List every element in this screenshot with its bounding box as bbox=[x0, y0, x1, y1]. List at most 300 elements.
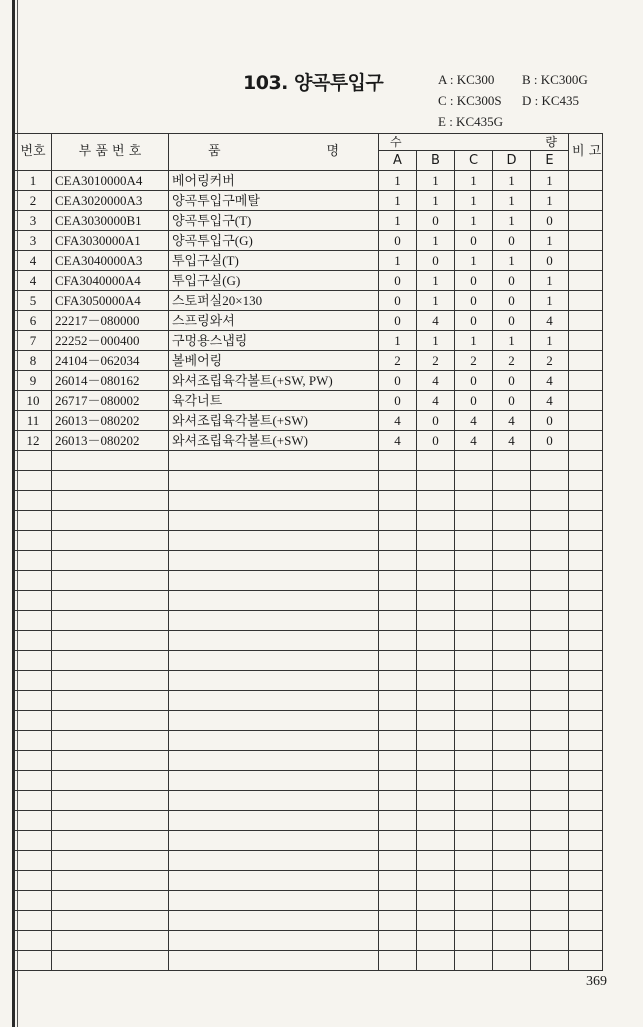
cell-qty-b: 1 bbox=[417, 331, 455, 351]
cell-part-no bbox=[52, 911, 169, 931]
cell-name: 스토퍼실20×130 bbox=[169, 291, 379, 311]
blank-row bbox=[15, 611, 603, 631]
cell-no bbox=[15, 471, 52, 491]
cell-remarks bbox=[569, 491, 603, 511]
cell-name: 와셔조립육각볼트(+SW, PW) bbox=[169, 371, 379, 391]
page-title: 103. 양곡투입구 bbox=[243, 72, 384, 94]
page-number: 369 bbox=[586, 974, 607, 989]
cell-no bbox=[15, 671, 52, 691]
blank-row bbox=[15, 631, 603, 651]
cell-remarks bbox=[569, 451, 603, 471]
cell-qty-b bbox=[417, 831, 455, 851]
cell-qty-c bbox=[455, 511, 493, 531]
cell-qty-a: 2 bbox=[379, 351, 417, 371]
header-remarks: 비 고 bbox=[569, 134, 603, 171]
cell-no bbox=[15, 591, 52, 611]
cell-no: 2 bbox=[15, 191, 52, 211]
cell-qty-b: 4 bbox=[417, 311, 455, 331]
cell-qty-c bbox=[455, 811, 493, 831]
cell-part-no bbox=[52, 451, 169, 471]
cell-qty-e: 2 bbox=[531, 351, 569, 371]
cell-part-no bbox=[52, 891, 169, 911]
cell-remarks bbox=[569, 911, 603, 931]
blank-row bbox=[15, 571, 603, 591]
cell-qty-b bbox=[417, 651, 455, 671]
cell-qty-d: 1 bbox=[493, 191, 531, 211]
cell-qty-b bbox=[417, 531, 455, 551]
cell-qty-c bbox=[455, 731, 493, 751]
cell-name bbox=[169, 491, 379, 511]
model-b: B : KC300G bbox=[522, 72, 588, 87]
cell-qty-e bbox=[531, 791, 569, 811]
cell-remarks bbox=[569, 711, 603, 731]
cell-remarks bbox=[569, 731, 603, 751]
cell-part-no bbox=[52, 811, 169, 831]
table-row bbox=[15, 311, 603, 331]
cell-qty-c bbox=[455, 631, 493, 651]
cell-name bbox=[169, 771, 379, 791]
cell-qty-e: 1 bbox=[531, 171, 569, 191]
blank-row bbox=[15, 651, 603, 671]
cell-qty-e bbox=[531, 531, 569, 551]
blank-row bbox=[15, 531, 603, 551]
cell-qty-e bbox=[531, 491, 569, 511]
cell-name bbox=[169, 651, 379, 671]
cell-qty-b bbox=[417, 811, 455, 831]
cell-qty-a: 0 bbox=[379, 291, 417, 311]
cell-qty-d bbox=[493, 551, 531, 571]
cell-qty-b bbox=[417, 551, 455, 571]
cell-part-no bbox=[52, 531, 169, 551]
cell-name bbox=[169, 611, 379, 631]
cell-qty-c bbox=[455, 651, 493, 671]
cell-part-no: 24104－062034 bbox=[52, 351, 169, 371]
cell-qty-a bbox=[379, 691, 417, 711]
cell-name: 양곡투입구(T) bbox=[169, 211, 379, 231]
cell-qty-a bbox=[379, 491, 417, 511]
cell-qty-b: 4 bbox=[417, 371, 455, 391]
parts-table bbox=[14, 133, 603, 971]
cell-no bbox=[15, 871, 52, 891]
blank-row bbox=[15, 951, 603, 971]
cell-name bbox=[169, 751, 379, 771]
cell-qty-c bbox=[455, 691, 493, 711]
cell-qty-d bbox=[493, 491, 531, 511]
cell-qty-e bbox=[531, 851, 569, 871]
cell-qty-b: 1 bbox=[417, 171, 455, 191]
cell-no: 8 bbox=[15, 351, 52, 371]
cell-qty-d bbox=[493, 451, 531, 471]
cell-remarks bbox=[569, 571, 603, 591]
cell-part-no: CEA3010000A4 bbox=[52, 171, 169, 191]
cell-no: 1 bbox=[15, 171, 52, 191]
cell-remarks bbox=[569, 411, 603, 431]
cell-qty-e: 4 bbox=[531, 371, 569, 391]
cell-qty-a bbox=[379, 551, 417, 571]
cell-qty-a bbox=[379, 891, 417, 911]
cell-qty-a: 4 bbox=[379, 411, 417, 431]
cell-qty-c bbox=[455, 831, 493, 851]
cell-qty-d: 1 bbox=[493, 211, 531, 231]
cell-no bbox=[15, 851, 52, 871]
cell-no bbox=[15, 611, 52, 631]
cell-name: 구멍용스냅링 bbox=[169, 331, 379, 351]
cell-qty-e bbox=[531, 951, 569, 971]
cell-qty-c bbox=[455, 951, 493, 971]
cell-remarks bbox=[569, 691, 603, 711]
cell-qty-d bbox=[493, 631, 531, 651]
cell-qty-e bbox=[531, 571, 569, 591]
model-c: C : KC300S bbox=[438, 93, 502, 108]
cell-qty-e: 0 bbox=[531, 211, 569, 231]
cell-qty-d bbox=[493, 651, 531, 671]
table-row bbox=[15, 391, 603, 411]
cell-qty-b: 2 bbox=[417, 351, 455, 371]
cell-remarks bbox=[569, 791, 603, 811]
cell-name: 스프링와셔 bbox=[169, 311, 379, 331]
cell-remarks bbox=[569, 471, 603, 491]
cell-no: 7 bbox=[15, 331, 52, 351]
cell-remarks bbox=[569, 431, 603, 451]
cell-qty-c: 4 bbox=[455, 411, 493, 431]
cell-no bbox=[15, 911, 52, 931]
cell-qty-d: 0 bbox=[493, 371, 531, 391]
cell-qty-c: 0 bbox=[455, 291, 493, 311]
cell-remarks bbox=[569, 391, 603, 411]
cell-name bbox=[169, 511, 379, 531]
cell-qty-a bbox=[379, 871, 417, 891]
cell-qty-d bbox=[493, 871, 531, 891]
cell-qty-e: 0 bbox=[531, 411, 569, 431]
cell-remarks bbox=[569, 371, 603, 391]
blank-row bbox=[15, 891, 603, 911]
cell-name bbox=[169, 951, 379, 971]
cell-qty-e bbox=[531, 911, 569, 931]
cell-no: 6 bbox=[15, 311, 52, 331]
cell-part-no bbox=[52, 491, 169, 511]
cell-part-no bbox=[52, 731, 169, 751]
cell-part-no bbox=[52, 851, 169, 871]
table-row bbox=[15, 251, 603, 271]
cell-qty-a bbox=[379, 931, 417, 951]
cell-qty-d bbox=[493, 791, 531, 811]
cell-remarks bbox=[569, 551, 603, 571]
cell-qty-b: 1 bbox=[417, 291, 455, 311]
blank-row bbox=[15, 451, 603, 471]
cell-remarks bbox=[569, 751, 603, 771]
cell-name bbox=[169, 811, 379, 831]
cell-qty-b bbox=[417, 451, 455, 471]
cell-qty-d bbox=[493, 671, 531, 691]
parts-body bbox=[15, 171, 603, 971]
header-qty-left: 수 bbox=[390, 134, 402, 149]
cell-qty-a: 1 bbox=[379, 171, 417, 191]
blank-row bbox=[15, 491, 603, 511]
cell-part-no: 26717－080002 bbox=[52, 391, 169, 411]
cell-qty-b: 1 bbox=[417, 191, 455, 211]
blank-row bbox=[15, 471, 603, 491]
cell-part-no bbox=[52, 551, 169, 571]
cell-qty-d: 1 bbox=[493, 171, 531, 191]
cell-qty-b bbox=[417, 711, 455, 731]
table-row bbox=[15, 271, 603, 291]
cell-remarks bbox=[569, 231, 603, 251]
cell-name: 볼베어링 bbox=[169, 351, 379, 371]
cell-no bbox=[15, 511, 52, 531]
cell-qty-e: 4 bbox=[531, 311, 569, 331]
cell-no: 3 bbox=[15, 231, 52, 251]
cell-name: 투입구실(G) bbox=[169, 271, 379, 291]
cell-qty-a bbox=[379, 591, 417, 611]
cell-qty-a: 0 bbox=[379, 311, 417, 331]
cell-part-no bbox=[52, 791, 169, 811]
cell-qty-a bbox=[379, 811, 417, 831]
cell-qty-b bbox=[417, 591, 455, 611]
cell-qty-c: 0 bbox=[455, 371, 493, 391]
cell-qty-e bbox=[531, 471, 569, 491]
cell-part-no bbox=[52, 691, 169, 711]
cell-name bbox=[169, 931, 379, 951]
cell-remarks bbox=[569, 331, 603, 351]
cell-qty-d bbox=[493, 911, 531, 931]
cell-qty-e bbox=[531, 591, 569, 611]
model-e: E : KC435G bbox=[438, 114, 503, 129]
blank-row bbox=[15, 851, 603, 871]
cell-part-no bbox=[52, 651, 169, 671]
cell-qty-e bbox=[531, 811, 569, 831]
cell-qty-e: 1 bbox=[531, 231, 569, 251]
cell-name bbox=[169, 451, 379, 471]
cell-no: 12 bbox=[15, 431, 52, 451]
cell-qty-d bbox=[493, 931, 531, 951]
cell-qty-d bbox=[493, 611, 531, 631]
cell-qty-c bbox=[455, 931, 493, 951]
cell-qty-d bbox=[493, 511, 531, 531]
cell-qty-c bbox=[455, 911, 493, 931]
cell-qty-d bbox=[493, 531, 531, 551]
cell-qty-a: 4 bbox=[379, 431, 417, 451]
cell-part-no bbox=[52, 831, 169, 851]
cell-qty-c bbox=[455, 551, 493, 571]
cell-qty-d bbox=[493, 691, 531, 711]
header-col-d: D bbox=[493, 151, 531, 171]
cell-qty-b: 0 bbox=[417, 251, 455, 271]
cell-qty-b bbox=[417, 691, 455, 711]
cell-qty-a: 1 bbox=[379, 251, 417, 271]
cell-qty-c bbox=[455, 471, 493, 491]
cell-name bbox=[169, 571, 379, 591]
cell-name bbox=[169, 551, 379, 571]
cell-name: 양곡투입구메탈 bbox=[169, 191, 379, 211]
cell-name: 투입구실(T) bbox=[169, 251, 379, 271]
cell-qty-a bbox=[379, 851, 417, 871]
cell-qty-b: 0 bbox=[417, 431, 455, 451]
cell-qty-b bbox=[417, 631, 455, 651]
blank-row bbox=[15, 771, 603, 791]
cell-qty-d: 0 bbox=[493, 231, 531, 251]
table-row bbox=[15, 291, 603, 311]
cell-qty-c bbox=[455, 711, 493, 731]
header-part-no: 부 품 번 호 bbox=[52, 134, 169, 171]
cell-qty-a bbox=[379, 711, 417, 731]
cell-qty-e: 0 bbox=[531, 431, 569, 451]
cell-qty-a: 1 bbox=[379, 331, 417, 351]
cell-qty-e bbox=[531, 691, 569, 711]
cell-qty-e bbox=[531, 931, 569, 951]
cell-qty-c: 1 bbox=[455, 251, 493, 271]
header-col-e: E bbox=[531, 151, 569, 171]
cell-remarks bbox=[569, 251, 603, 271]
cell-qty-b bbox=[417, 791, 455, 811]
cell-qty-a: 0 bbox=[379, 391, 417, 411]
cell-part-no bbox=[52, 871, 169, 891]
cell-remarks bbox=[569, 591, 603, 611]
cell-qty-e bbox=[531, 731, 569, 751]
cell-qty-c: 4 bbox=[455, 431, 493, 451]
cell-qty-b bbox=[417, 611, 455, 631]
cell-qty-a: 0 bbox=[379, 271, 417, 291]
cell-qty-c bbox=[455, 591, 493, 611]
cell-name bbox=[169, 531, 379, 551]
cell-name bbox=[169, 791, 379, 811]
header-col-a: A bbox=[379, 151, 417, 171]
cell-qty-c bbox=[455, 851, 493, 871]
cell-no bbox=[15, 571, 52, 591]
blank-row bbox=[15, 671, 603, 691]
cell-remarks bbox=[569, 271, 603, 291]
cell-qty-d: 2 bbox=[493, 351, 531, 371]
cell-remarks bbox=[569, 511, 603, 531]
cell-qty-d: 4 bbox=[493, 431, 531, 451]
cell-qty-a bbox=[379, 471, 417, 491]
cell-no bbox=[15, 711, 52, 731]
cell-qty-b bbox=[417, 491, 455, 511]
cell-name bbox=[169, 471, 379, 491]
cell-remarks bbox=[569, 631, 603, 651]
cell-name bbox=[169, 871, 379, 891]
cell-qty-c bbox=[455, 891, 493, 911]
cell-qty-c: 0 bbox=[455, 391, 493, 411]
cell-qty-e bbox=[531, 831, 569, 851]
cell-remarks bbox=[569, 611, 603, 631]
header-name-right: 명 bbox=[326, 144, 339, 159]
cell-qty-a: 1 bbox=[379, 191, 417, 211]
header-col-b: B bbox=[417, 151, 455, 171]
blank-row bbox=[15, 711, 603, 731]
cell-remarks bbox=[569, 931, 603, 951]
cell-qty-a: 1 bbox=[379, 211, 417, 231]
cell-qty-b bbox=[417, 851, 455, 871]
cell-part-no bbox=[52, 931, 169, 951]
cell-remarks bbox=[569, 291, 603, 311]
cell-qty-b bbox=[417, 751, 455, 771]
cell-part-no bbox=[52, 511, 169, 531]
cell-qty-c bbox=[455, 791, 493, 811]
blank-row bbox=[15, 551, 603, 571]
cell-no: 5 bbox=[15, 291, 52, 311]
cell-qty-c: 1 bbox=[455, 171, 493, 191]
cell-part-no bbox=[52, 711, 169, 731]
cell-qty-c bbox=[455, 491, 493, 511]
cell-qty-d bbox=[493, 471, 531, 491]
cell-qty-b: 1 bbox=[417, 271, 455, 291]
cell-qty-d: 4 bbox=[493, 411, 531, 431]
cell-qty-d: 1 bbox=[493, 251, 531, 271]
table-row bbox=[15, 431, 603, 451]
cell-part-no: CEA3040000A3 bbox=[52, 251, 169, 271]
cell-qty-a bbox=[379, 731, 417, 751]
blank-row bbox=[15, 931, 603, 951]
cell-qty-c: 0 bbox=[455, 271, 493, 291]
cell-qty-a bbox=[379, 771, 417, 791]
cell-qty-c bbox=[455, 751, 493, 771]
cell-qty-e bbox=[531, 611, 569, 631]
cell-qty-e bbox=[531, 671, 569, 691]
cell-name: 베어링커버 bbox=[169, 171, 379, 191]
cell-no bbox=[15, 691, 52, 711]
cell-name bbox=[169, 731, 379, 751]
cell-remarks bbox=[569, 211, 603, 231]
cell-qty-d bbox=[493, 951, 531, 971]
cell-no bbox=[15, 751, 52, 771]
cell-qty-d bbox=[493, 591, 531, 611]
cell-qty-d: 0 bbox=[493, 291, 531, 311]
cell-qty-a bbox=[379, 951, 417, 971]
cell-no bbox=[15, 811, 52, 831]
cell-qty-b: 0 bbox=[417, 211, 455, 231]
cell-remarks bbox=[569, 871, 603, 891]
cell-no bbox=[15, 651, 52, 671]
cell-qty-e bbox=[531, 751, 569, 771]
cell-remarks bbox=[569, 651, 603, 671]
header-no: 번호 bbox=[15, 134, 52, 171]
cell-part-no bbox=[52, 591, 169, 611]
cell-qty-b bbox=[417, 911, 455, 931]
cell-qty-b bbox=[417, 471, 455, 491]
cell-qty-d bbox=[493, 851, 531, 871]
cell-remarks bbox=[569, 891, 603, 911]
blank-row bbox=[15, 511, 603, 531]
cell-qty-c: 0 bbox=[455, 231, 493, 251]
cell-qty-e bbox=[531, 771, 569, 791]
cell-qty-b bbox=[417, 571, 455, 591]
cell-part-no: 22252－000400 bbox=[52, 331, 169, 351]
cell-remarks bbox=[569, 851, 603, 871]
cell-name: 육각너트 bbox=[169, 391, 379, 411]
table-row bbox=[15, 191, 603, 211]
cell-name bbox=[169, 631, 379, 651]
cell-part-no bbox=[52, 771, 169, 791]
cell-part-no bbox=[52, 571, 169, 591]
cell-no: 10 bbox=[15, 391, 52, 411]
cell-qty-a bbox=[379, 571, 417, 591]
blank-row bbox=[15, 871, 603, 891]
cell-part-no: 22217－080000 bbox=[52, 311, 169, 331]
cell-qty-a: 0 bbox=[379, 371, 417, 391]
cell-part-no: CFA3040000A4 bbox=[52, 271, 169, 291]
cell-qty-e: 1 bbox=[531, 271, 569, 291]
cell-name: 와셔조립육각볼트(+SW) bbox=[169, 431, 379, 451]
cell-qty-d bbox=[493, 731, 531, 751]
cell-qty-e bbox=[531, 631, 569, 651]
cell-no bbox=[15, 631, 52, 651]
cell-name bbox=[169, 691, 379, 711]
blank-row bbox=[15, 911, 603, 931]
cell-remarks bbox=[569, 191, 603, 211]
cell-qty-e bbox=[531, 511, 569, 531]
cell-no: 4 bbox=[15, 251, 52, 271]
blank-row bbox=[15, 831, 603, 851]
